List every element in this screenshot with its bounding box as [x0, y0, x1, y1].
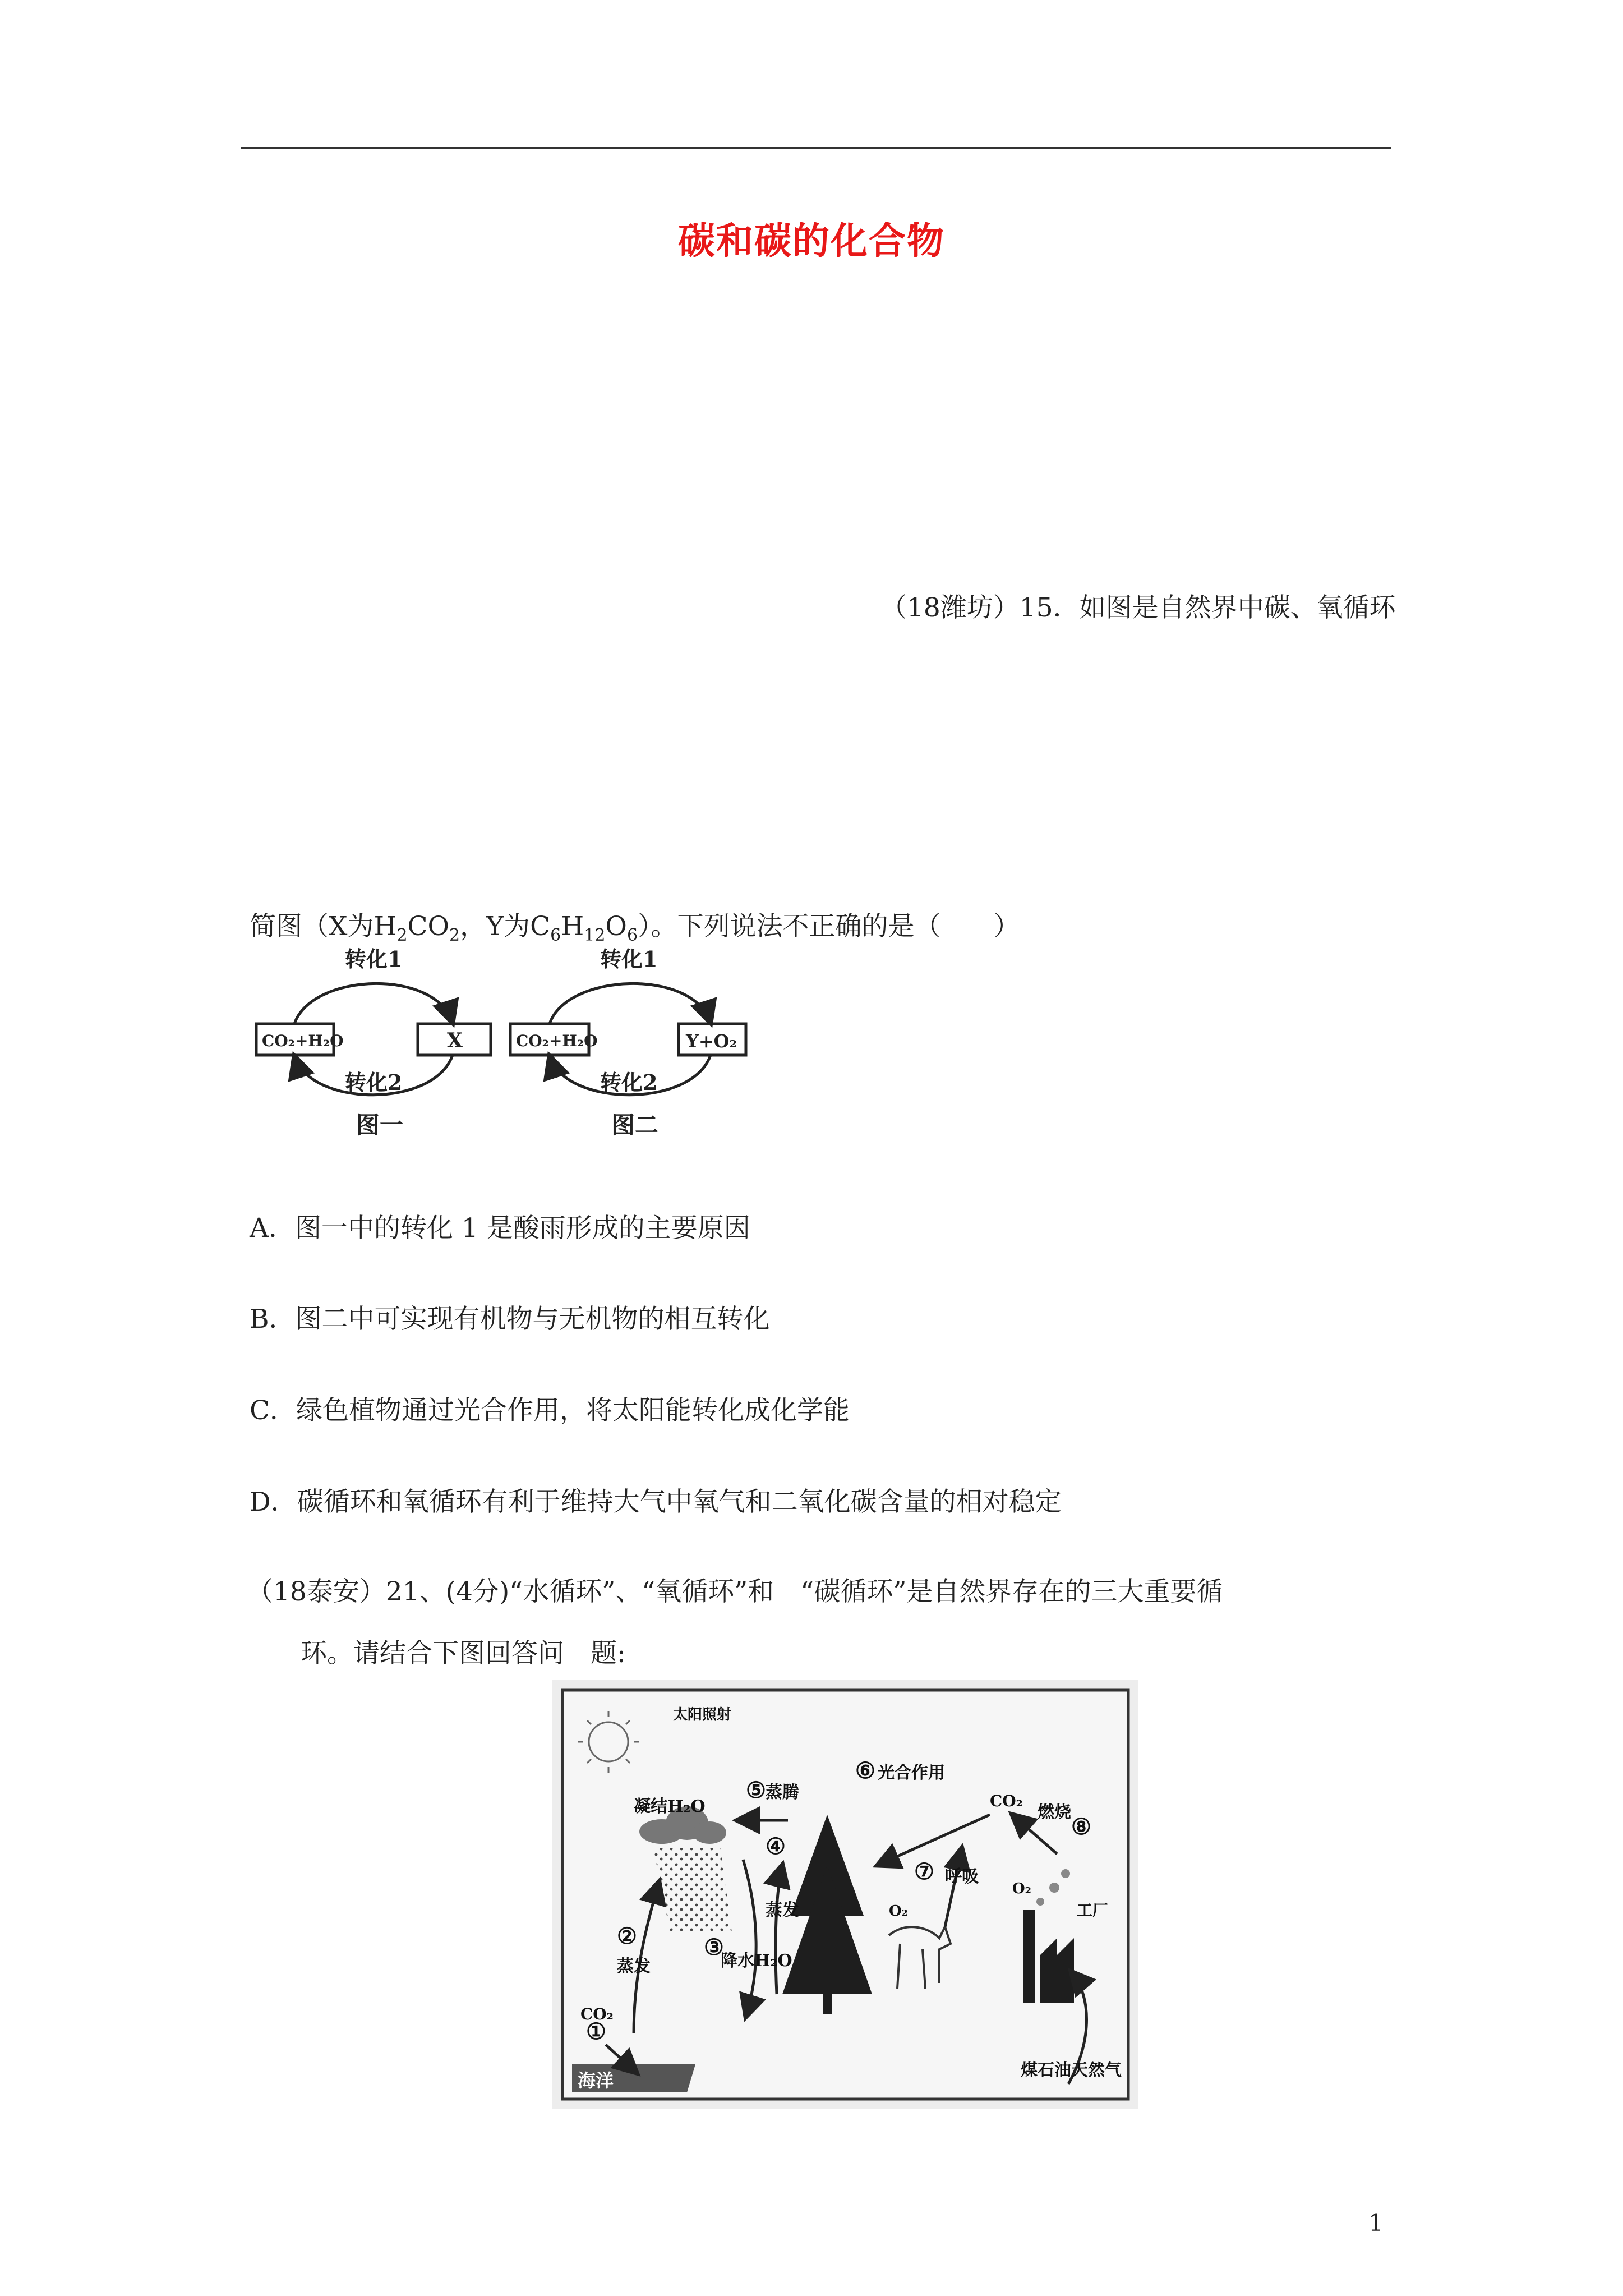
fig1-bottom-label: 转化2: [345, 1070, 403, 1095]
q21-cycle-figure: [552, 1680, 1138, 2109]
label-condense: 凝结H₂O: [634, 1797, 706, 1816]
q21-stem-line1: （18泰安）21、(4分)“水循环”、“氧循环”和 “碳循环”是自然界存在的三大重要循: [247, 1576, 1223, 1607]
label-co2-left: CO₂: [580, 2005, 614, 2023]
fig1-left-box-text: CO₂+H₂O: [262, 1032, 344, 1050]
q15-option-c: C．绿色植物通过光合作用，将太阳能转化成化学能: [250, 1395, 850, 1426]
label-rain: 降水H₂O: [721, 1951, 792, 1971]
q21-stem-line2: 环。请结合下图回答问 题:: [301, 1638, 626, 1669]
label-n8: ⑧: [1071, 1814, 1091, 1840]
label-breathe: 呼吸: [945, 1867, 979, 1887]
q15-stem: 简图（X为$H_2CO_2$，Y为$C_6H_{12}O_6$）。下列说法不正确的是（ ）: [250, 911, 1020, 945]
fig2-bottom-label: 转化2: [600, 1070, 658, 1095]
page-number: 1: [1368, 2209, 1384, 2237]
label-sun: 太阳照射: [673, 1706, 732, 1723]
fig2-caption: 图二: [611, 1111, 659, 1139]
label-co2-right: CO₂: [990, 1792, 1023, 1810]
label-ocean: 海洋: [578, 2070, 614, 2091]
label-factory: 工厂: [1077, 1901, 1109, 1920]
q15-option-a: A．图一中的转化 1 是酸雨形成的主要原因: [250, 1213, 750, 1244]
fig1-top-label: 转化1: [345, 946, 403, 972]
fig2-left-box-text: CO₂+H₂O: [516, 1032, 598, 1050]
fig2-top-label: 转化1: [600, 946, 658, 972]
label-evap-mid: 蒸发: [766, 1901, 799, 1920]
label-n7: ⑦: [914, 1858, 934, 1885]
header-rule: [241, 147, 1391, 149]
label-n2: ②: [617, 1923, 637, 1949]
q15-option-d: D．碳循环和氧循环有利于维持大气中氧气和二氧化碳含量的相对稳定: [250, 1487, 1062, 1517]
fig2-right-box-text: Y+O₂: [686, 1030, 737, 1052]
q15-cycle-figure: [250, 945, 782, 1158]
label-burn: 燃烧: [1038, 1802, 1071, 1822]
q15-source-line: （18潍坊）15．如图是自然界中碳、氧循环: [880, 592, 1396, 623]
label-n4: ④: [766, 1833, 786, 1860]
label-transpire: 蒸腾: [766, 1783, 799, 1802]
label-o2-mid: O₂: [889, 1903, 909, 1920]
fig1-top-arrow: [294, 983, 453, 1024]
label-photo: 光合作用: [878, 1763, 945, 1783]
label-n3: ③: [704, 1934, 724, 1961]
page-title: 碳和碳的化合物: [678, 219, 945, 263]
fig2-top-arrow: [550, 983, 711, 1024]
label-n1: ①: [586, 2018, 606, 2045]
fig1-right-box-text: X: [447, 1029, 463, 1052]
fig1-caption: 图一: [356, 1111, 404, 1139]
label-evap-left: 蒸发: [617, 1957, 651, 1976]
label-o2-right: O₂: [1012, 1880, 1032, 1897]
label-fuels: 煤石油天然气: [1021, 2060, 1122, 2080]
label-n6: ⑥: [855, 1757, 875, 1784]
q15-option-b: B．图二中可实现有机物与无机物的相互转化: [250, 1304, 770, 1335]
label-n5: ⑤: [746, 1777, 766, 1803]
